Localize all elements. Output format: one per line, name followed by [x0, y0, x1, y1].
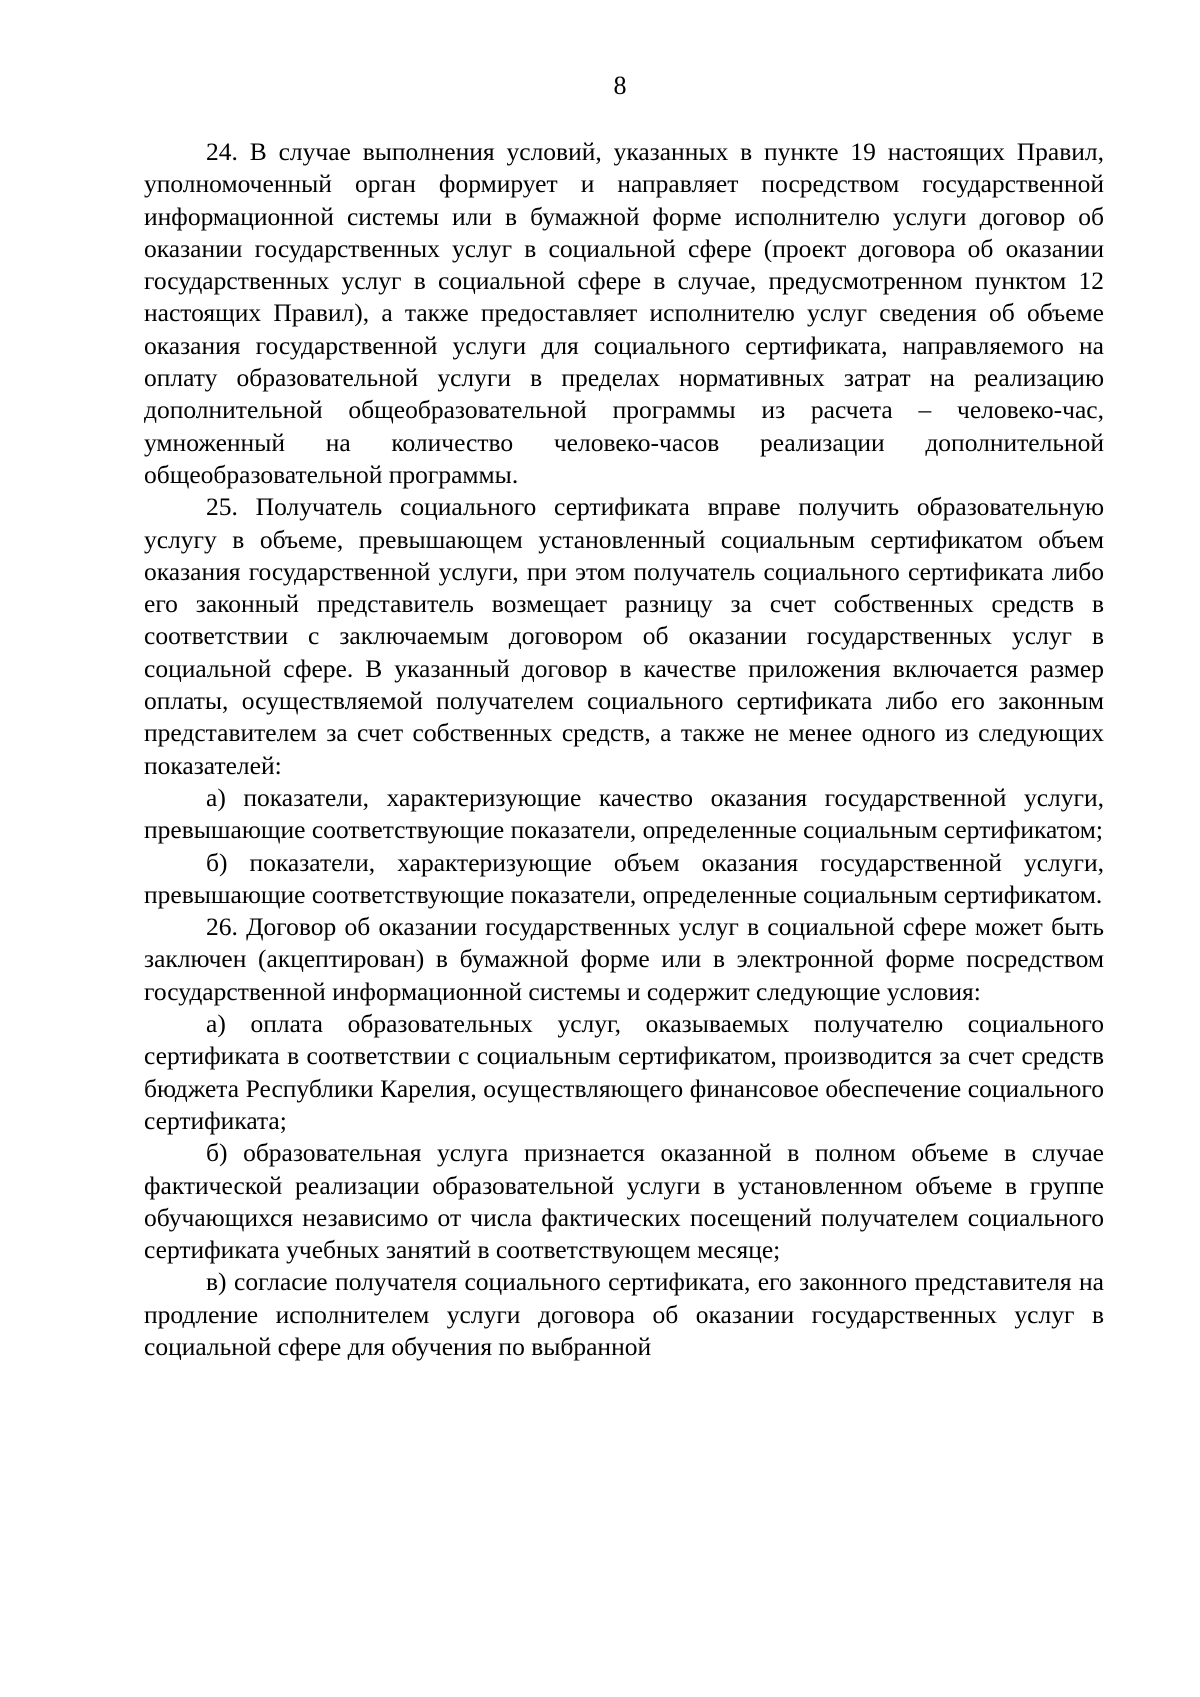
- paragraph-26-item-a: а) оплата образовательных услуг, оказываемых получателю социального сертификата в соответствии с социальным сертификатом, производится за счет средств бюджета Республики Карелия, осуществляющего финансовое обеспечение социального сертификата;: [144, 1009, 1104, 1135]
- paragraph-25: 25. Получатель социального сертификата вправе получить образовательную услугу в объеме, превышающем установленный социальным сертификатом объем оказания государственной услуги, при этом получатель социального сертификата либо его законный представитель возмещает разницу за счет собственных средств в соответствии с заключаемым договором об оказании государственных услуг в социальной сфере. В указанный договор в качестве приложения включается размер оплаты, осуществляемой получателем социального сертификата либо его законным представителем за счет собственных средств, а также не менее одного из следующих показателей:: [144, 492, 1104, 780]
- paragraph-25-item-b: б) показатели, характеризующие объем оказания государственной услуги, превышающие соответствующие показатели, определенные социальным сертификатом.: [144, 847, 1104, 909]
- paragraph-26-item-b: б) образовательная услуга признается оказанной в полном объеме в случае фактической реализации образовательной услуги в установленном объеме в группе обучающихся независимо от числа фактических посещений получателем социального сертификата учебных занятий в соответствующем месяце;: [144, 1138, 1104, 1265]
- document-body: [144, 136, 1104, 1363]
- paragraph-26: 26. Договор об оказании государственных услуг в социальной сфере может быть заключен (акцептирован) в бумажной форме или в электронной форме посредством государственной информационной системы и содержит следующие условия:: [144, 912, 1104, 1006]
- paragraph-24: 24. В случае выполнения условий, указанных в пункте 19 настоящих Правил, уполномоченный орган формирует и направляет посредством государственной информационной системы или в бумажной форме исполнителю услуги договор об оказании государственных услуг в социальной сфере (проект договора об оказании государственных услуг в социальной сфере в случае, предусмотренном пунктом 12 настоящих Правил), а также предоставляет исполнителю услуг сведения об объеме оказания государственной услуги для социального сертификата, направляемого на оплату образовательной услуги в пределах нормативных затрат на реализацию дополнительной общеобразовательной программы из расчета – человеко-час, умноженный на количество человеко-часов реализации дополнительной общеобразовательной программы.: [144, 137, 1104, 489]
- paragraph-26-item-c: в) согласие получателя социального сертификата, его законного представителя на продление исполнителем услуги договора об оказании государственных услуг в социальной сфере для обучения по выбранной: [144, 1267, 1104, 1361]
- page-number: 8: [613, 71, 627, 100]
- paragraph-25-item-a: а) показатели, характеризующие качество оказания государственной услуги, превышающие соответствующие показатели, определенные социальным сертификатом;: [144, 782, 1104, 845]
